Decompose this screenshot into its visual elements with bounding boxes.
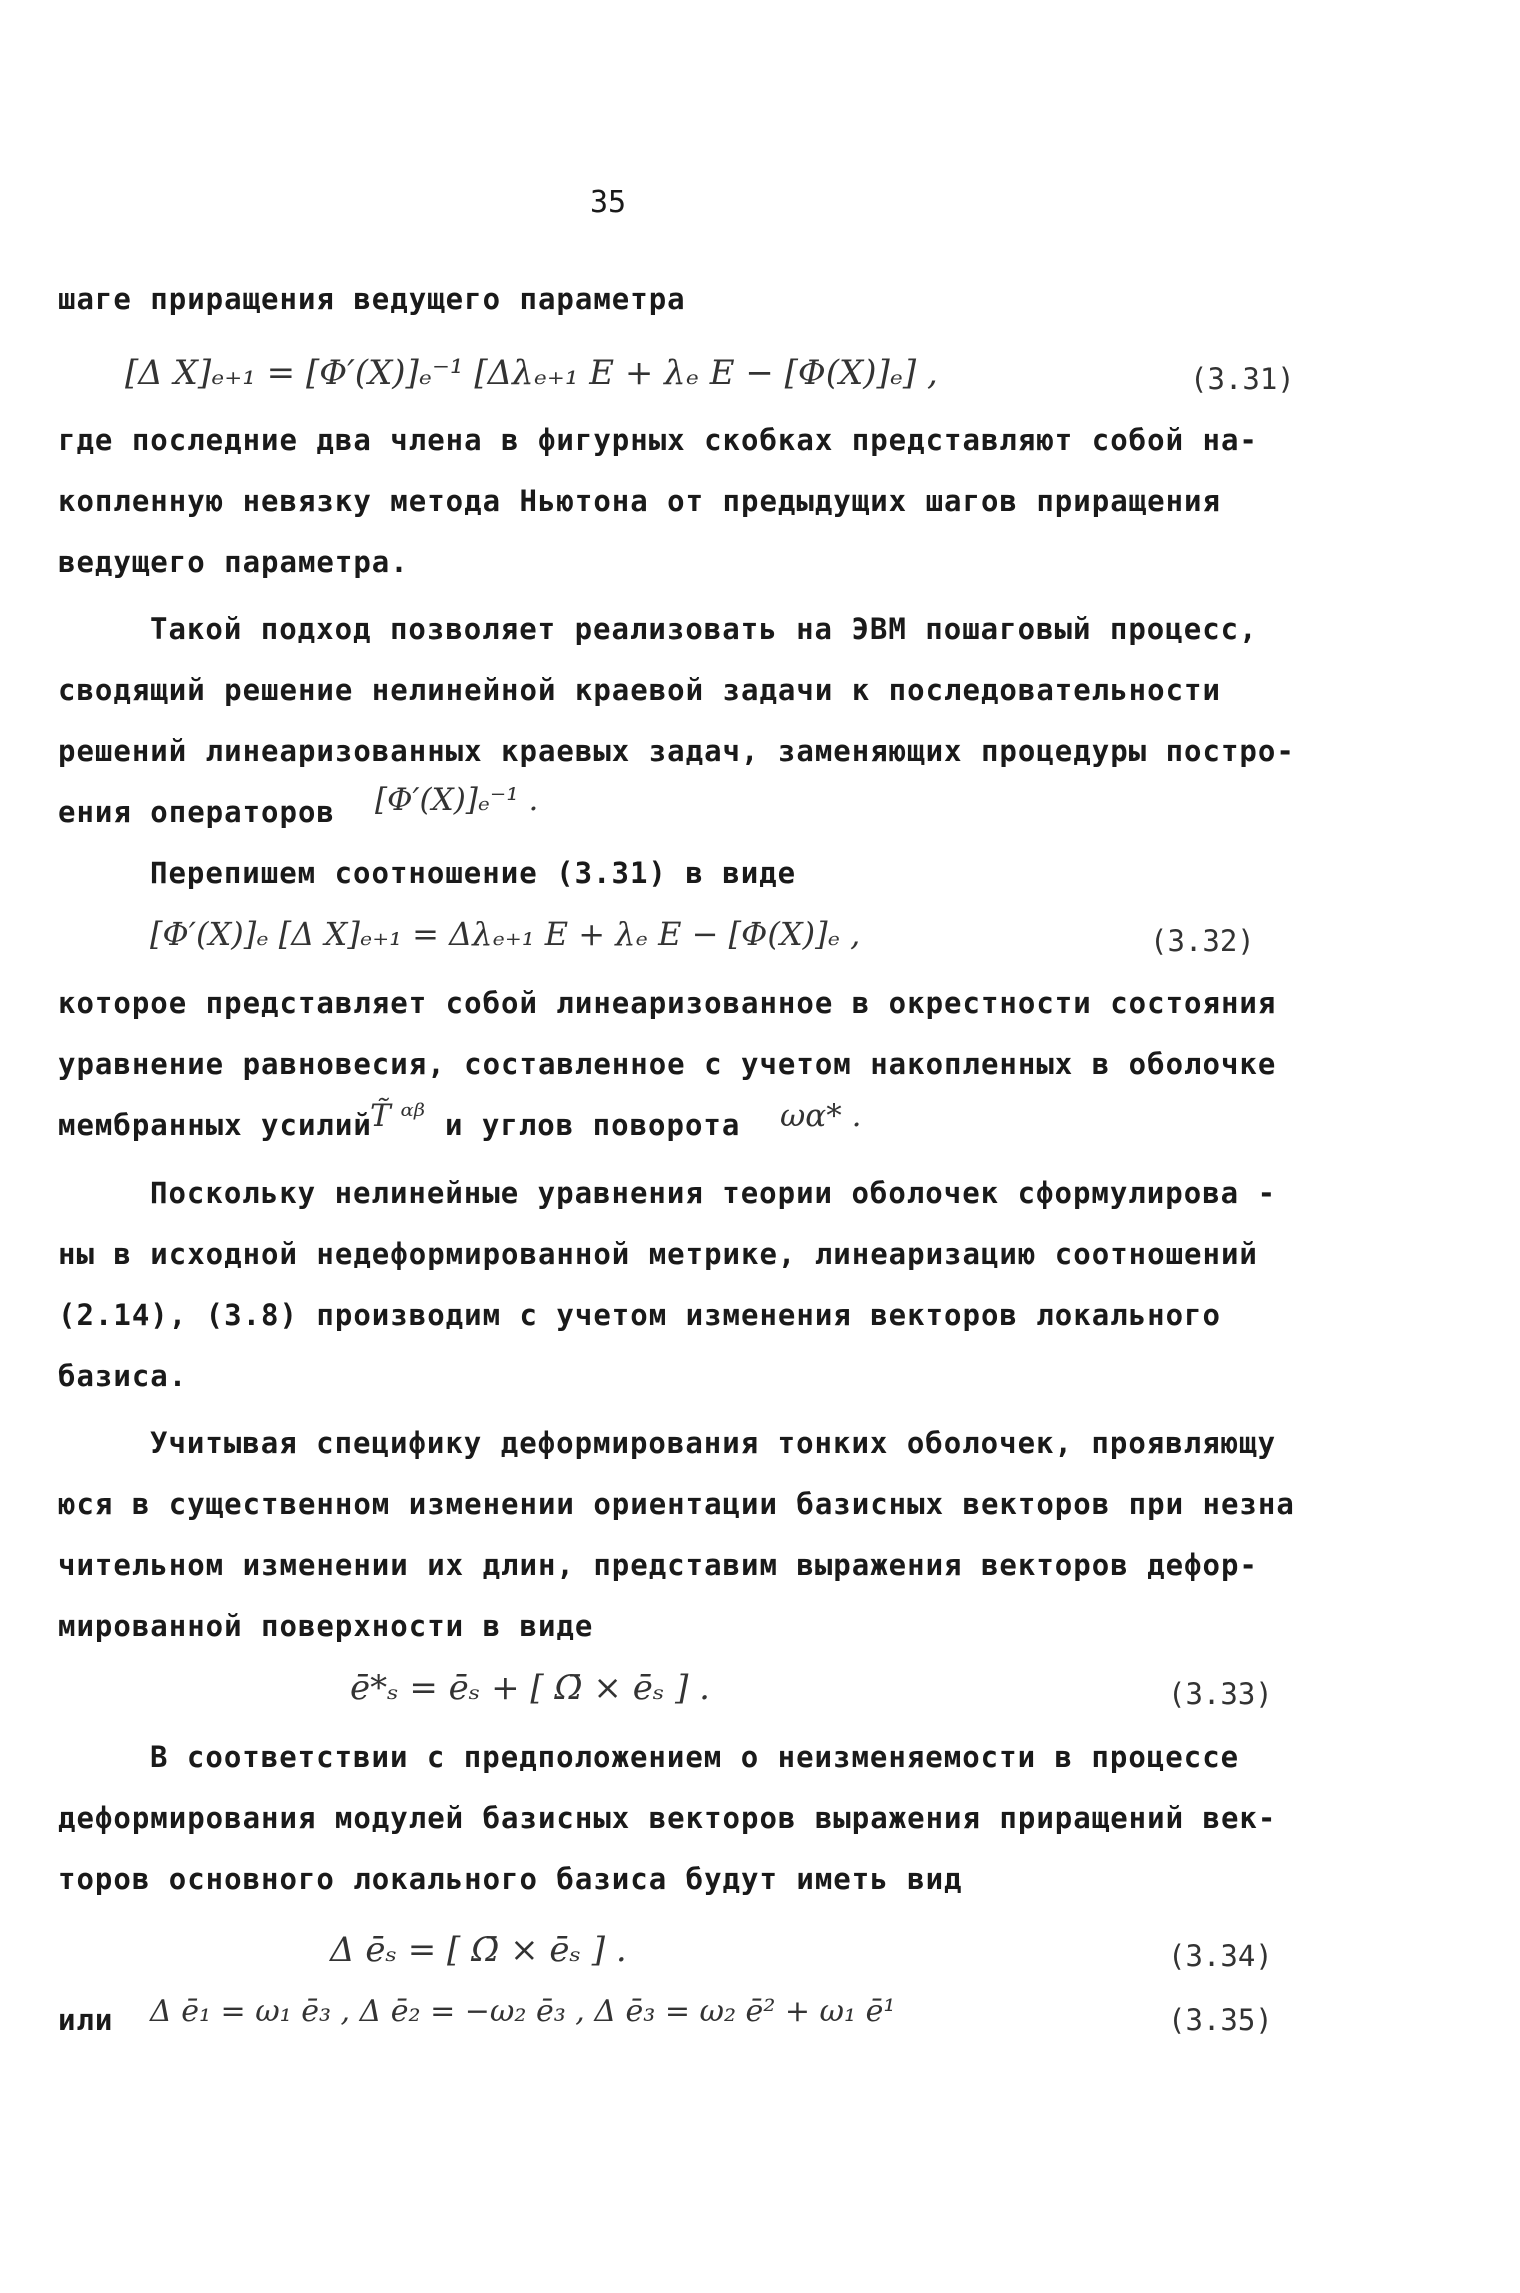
equation-number: (3.34) xyxy=(1168,1939,1273,1973)
text-line: шаге приращения ведущего параметра xyxy=(58,282,686,316)
text-line: торов основного локального базиса будут иметь вид xyxy=(58,1862,963,1896)
text-line: где последние два члена в фигурных скобках представляют собой на- xyxy=(58,423,1258,457)
text-line: сводящий решение нелинейной краевой задачи к последовательности xyxy=(58,673,1221,707)
text-line: копленную невязку метода Ньютона от предыдущих шагов приращения xyxy=(58,484,1221,518)
formula-3-35: Δ ē₁ = ω₁ ē₃ , Δ ē₂ = −ω₂ ē₃ , Δ ē₃ = ω₂ ē² + ω₁ ē¹ xyxy=(150,1994,896,2029)
text-line: решений линеаризованных краевых задач, заменяющих процедуры постро- xyxy=(58,734,1295,768)
rotation-angle-symbol: ωα* . xyxy=(780,1098,862,1134)
text-line: Поскольку нелинейные уравнения теории оболочек сформулирова - xyxy=(150,1176,1277,1210)
text-line: Учитывая специфику деформирования тонких оболочек, проявляющу xyxy=(150,1426,1277,1460)
text-line: ведущего параметра. xyxy=(58,545,409,579)
text-line: или xyxy=(58,2003,114,2037)
text-line: ения операторов xyxy=(58,795,335,829)
formula-3-34: Δ ēₛ = [ Ω̄ × ēₛ ] . xyxy=(330,1930,627,1970)
text-line: (2.14), (3.8) производим с учетом изменения векторов локального xyxy=(58,1298,1221,1332)
equation-number: (3.32) xyxy=(1150,924,1255,958)
equation-number: (3.31) xyxy=(1190,362,1295,396)
text-line: уравнение равновесия, составленное с учетом накопленных в оболочке xyxy=(58,1047,1277,1081)
text-line: и углов поворота xyxy=(445,1108,741,1142)
page-number: 35 xyxy=(590,185,627,220)
text-line: мембранных усилий xyxy=(58,1108,372,1142)
text-line: мированной поверхности в виде xyxy=(58,1609,594,1643)
equation-number: (3.33) xyxy=(1168,1677,1273,1711)
text-line: юся в существенном изменении ориентации базисных векторов при незна xyxy=(58,1487,1295,1521)
text-line: В соответствии с предположением о неизменяемости в процессе xyxy=(150,1740,1240,1774)
formula-3-32: [Φ′(X)]ₑ [Δ X]ₑ₊₁ = Δλₑ₊₁ E + λₑ E − [Φ(X)]ₑ , xyxy=(150,915,861,953)
text-line: которое представляет собой линеаризованное в окрестности состояния xyxy=(58,986,1277,1020)
formula-3-33: ē*ₛ = ēₛ + [ Ω̄ × ēₛ ] . xyxy=(350,1668,710,1708)
text-line: базиса. xyxy=(58,1359,188,1393)
equation-number: (3.35) xyxy=(1168,2003,1273,2037)
text-line: чительном изменении их длин, представим выражения векторов дефор- xyxy=(58,1548,1258,1582)
text-line: деформирования модулей базисных векторов выражения приращений век- xyxy=(58,1801,1277,1835)
formula-3-31: [Δ X]ₑ₊₁ = [Φ′(X)]ₑ⁻¹ [Δλₑ₊₁ E + λₑ E − [Φ(X)]ₑ] , xyxy=(125,353,938,393)
text-line: ны в исходной недеформированной метрике, линеаризацию соотношений xyxy=(58,1237,1258,1271)
operator-inverse: [Φ′(X)]ₑ⁻¹ . xyxy=(375,782,539,818)
text-line: Такой подход позволяет реализовать на ЭВМ пошаговый процесс, xyxy=(150,612,1258,646)
text-line: Перепишем соотношение (3.31) в виде xyxy=(150,856,797,890)
membrane-force-symbol: T̃ ᵅᵝ xyxy=(370,1098,425,1134)
